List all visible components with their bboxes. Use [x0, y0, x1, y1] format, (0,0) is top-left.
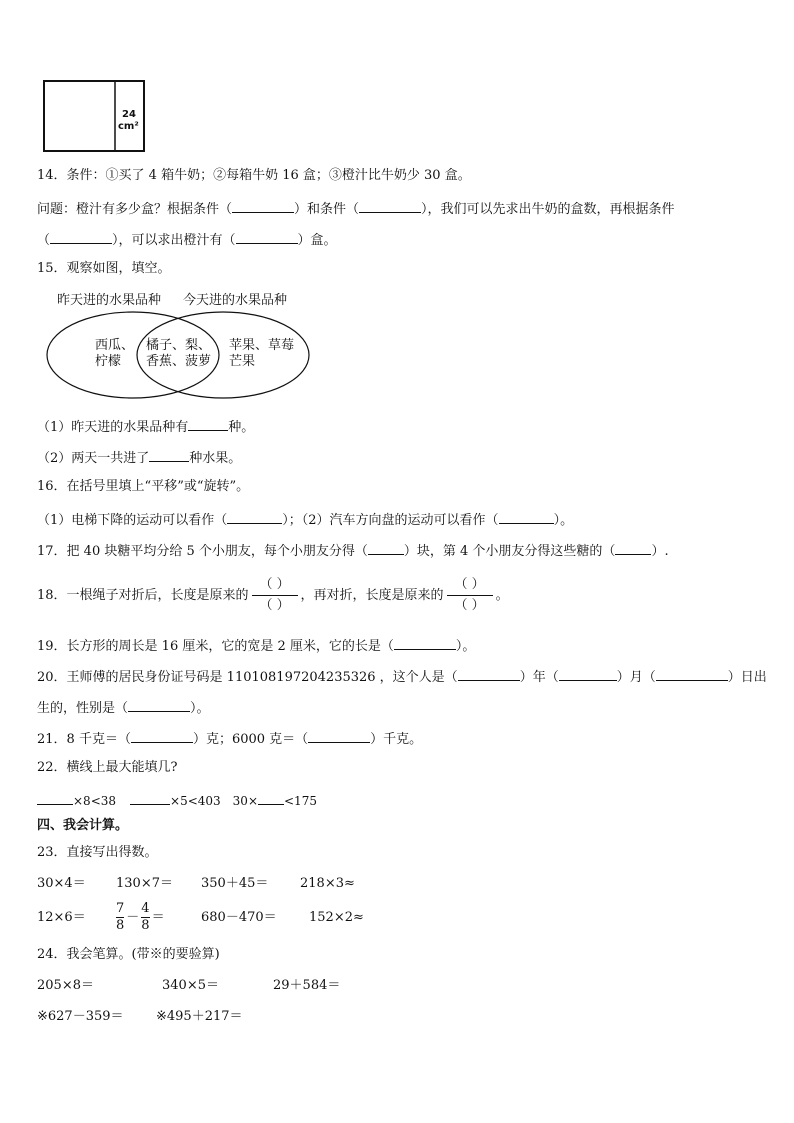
- q14-blank-4[interactable]: [236, 230, 298, 244]
- q16-text: ）；（2）汽车方向盘的运动可以看作（: [282, 513, 499, 528]
- figure-area-value: 24: [122, 109, 136, 120]
- q22-blank-1[interactable]: [37, 791, 73, 805]
- q18-question: [37, 573, 509, 619]
- q19-blank[interactable]: [394, 636, 456, 650]
- q14-blank-1[interactable]: [232, 199, 294, 213]
- minus-sign: －: [126, 910, 140, 925]
- q22-expressions: [37, 791, 317, 809]
- venn-left-only-2: 柠檬: [95, 354, 122, 369]
- q20-text: ）。: [190, 701, 210, 716]
- q20-question: [37, 667, 767, 686]
- q15-title: 15．观察如图，填空。: [37, 261, 171, 276]
- q15-blank-2[interactable]: [149, 448, 189, 462]
- venn-label-yesterday: 昨天进的水果品种: [57, 293, 162, 308]
- q24-item: 340×5＝: [162, 978, 219, 993]
- q21-text: ）千克。: [370, 732, 423, 747]
- q20-blank-month[interactable]: [559, 667, 617, 681]
- q19-text: 19．长方形的周长是 16 厘米，它的宽是 2 厘米，它的长是（: [37, 639, 394, 654]
- q14-text: ）盒。: [297, 233, 337, 248]
- numerator: 4: [141, 901, 150, 916]
- q18-denominator: （ ）: [454, 598, 485, 613]
- q15-text: 种。: [228, 420, 255, 435]
- q14-text: ）和条件（: [294, 202, 360, 217]
- q23-item: 12×6＝: [37, 910, 86, 925]
- q14-text: （: [37, 233, 51, 248]
- venn-right-only-1: 苹果、草莓: [229, 338, 295, 353]
- q18-numerator: （ ）: [454, 577, 485, 592]
- q24-item: ※627－359＝: [37, 1009, 124, 1024]
- q15-blank-1[interactable]: [188, 417, 228, 431]
- q15-text: （2）两天一共进了: [37, 451, 150, 466]
- q14-text: 问题：橙汁有多少盒？根据条件（: [37, 202, 233, 217]
- q23-item: 680－470＝: [201, 910, 277, 925]
- fraction: [141, 902, 149, 933]
- q20-blank-year[interactable]: [458, 667, 520, 681]
- q23-item: 130×7＝: [116, 876, 173, 891]
- q21-question: [37, 729, 422, 748]
- q16-blank-1[interactable]: [227, 510, 282, 524]
- q22-blank-3[interactable]: [258, 791, 284, 805]
- q20-question-cont: [37, 698, 210, 717]
- q16-question: [37, 510, 573, 529]
- q14-text: ），我们可以先求出牛奶的盒数，再根据条件: [421, 202, 675, 217]
- venn-label-today: 今天进的水果品种: [183, 293, 288, 308]
- venn-both-1: 橘子、梨、: [146, 338, 212, 353]
- q23-title: 23．直接写出得数。: [37, 845, 158, 860]
- q16-text: ）。: [553, 513, 574, 528]
- q21-text: ）克；6000 克＝（: [192, 732, 309, 747]
- q20-text: ）月（: [616, 670, 656, 685]
- q23-item: 350＋45＝: [201, 876, 269, 891]
- q23-item: 152×2≈: [309, 910, 364, 925]
- q20-blank-gender[interactable]: [128, 698, 190, 712]
- venn-both-2: 香蕉、菠萝: [146, 354, 212, 369]
- q22-expr: ×5<403: [170, 794, 221, 808]
- q24-item: ※495＋217＝: [156, 1009, 243, 1024]
- fraction: [116, 902, 124, 933]
- q22-title: 22．横线上最大能填几?: [37, 760, 178, 775]
- q20-text: ）日出: [727, 670, 767, 685]
- q14-blank-2[interactable]: [359, 199, 421, 213]
- q21-blank-1[interactable]: [131, 729, 193, 743]
- q14-conditions: 14．条件：①买了 4 箱牛奶；②每箱牛奶 16 盒；③橙汁比牛奶少 30 盒。: [37, 168, 471, 183]
- q21-text: 21．8 千克＝（: [37, 732, 131, 747]
- q20-text: ）年（: [519, 670, 559, 685]
- q19-question: [37, 636, 475, 655]
- q17-text: 17．把 40 块糖平均分给 5 个小朋友，每个小朋友分得（: [37, 544, 368, 559]
- section-heading: 四、我会计算。: [37, 818, 129, 833]
- equals-sign: ＝: [151, 910, 165, 925]
- q22-expr: ×8<38: [73, 794, 117, 808]
- q23-item: 218×3≈: [300, 876, 355, 891]
- q17-question: [37, 541, 669, 560]
- q23-fraction-item: [114, 900, 165, 936]
- q18-text: 。: [495, 588, 509, 603]
- q18-fraction-2[interactable]: [447, 575, 493, 616]
- q18-text: ，再对折，长度是原来的: [300, 588, 444, 603]
- q16-blank-2[interactable]: [499, 510, 554, 524]
- q17-blank-2[interactable]: [615, 541, 651, 555]
- q20-blank-day[interactable]: [656, 667, 728, 681]
- q18-numerator: （ ）: [259, 577, 290, 592]
- q22-expr: <175: [284, 794, 317, 808]
- q17-blank-1[interactable]: [368, 541, 404, 555]
- figure-area-unit: cm²: [118, 121, 139, 132]
- q22-blank-2[interactable]: [130, 791, 170, 805]
- denominator: 8: [141, 918, 150, 933]
- q16-text: （1）电梯下降的运动可以看作（: [37, 513, 228, 528]
- q20-text: 20．王师傅的居民身份证号码是 110108197204235326 ，这个人是（: [37, 670, 458, 685]
- venn-left-only-1: 西瓜、: [95, 338, 135, 353]
- q16-title: 16．在括号里填上“平移”或“旋转”。: [37, 479, 250, 494]
- q14-text: ），可以求出橙汁有（: [112, 233, 236, 248]
- q17-text: ）块，第 4 个小朋友分得这些糖的（: [403, 544, 616, 559]
- q14-question-cont: [37, 230, 337, 249]
- denominator: 8: [116, 918, 125, 933]
- q24-item: 205×8＝: [37, 978, 94, 993]
- q21-blank-2[interactable]: [308, 729, 370, 743]
- q20-text: 生的，性别是（: [37, 701, 129, 716]
- q19-text: ）。: [455, 639, 476, 654]
- q18-text: 18．一根绳子对折后，长度是原来的: [37, 588, 249, 603]
- q24-item: 29＋584＝: [273, 978, 341, 993]
- q18-fraction-1[interactable]: [252, 575, 298, 616]
- q15-sub1: [37, 417, 254, 436]
- q18-denominator: （ ）: [259, 598, 290, 613]
- q17-text: ）.: [651, 544, 669, 559]
- q23-item: 30×4＝: [37, 876, 86, 891]
- q15-sub2: [37, 448, 241, 467]
- q14-question: [37, 199, 675, 218]
- q15-text: 种水果。: [189, 451, 242, 466]
- numerator: 7: [116, 901, 125, 916]
- q15-text: （1）昨天进的水果品种有: [37, 420, 189, 435]
- q14-blank-3[interactable]: [50, 230, 112, 244]
- venn-right-only-2: 芒果: [229, 354, 256, 369]
- q24-title: 24．我会笔算。(带※的要验算): [37, 947, 220, 962]
- q22-expr: 30×: [232, 794, 258, 808]
